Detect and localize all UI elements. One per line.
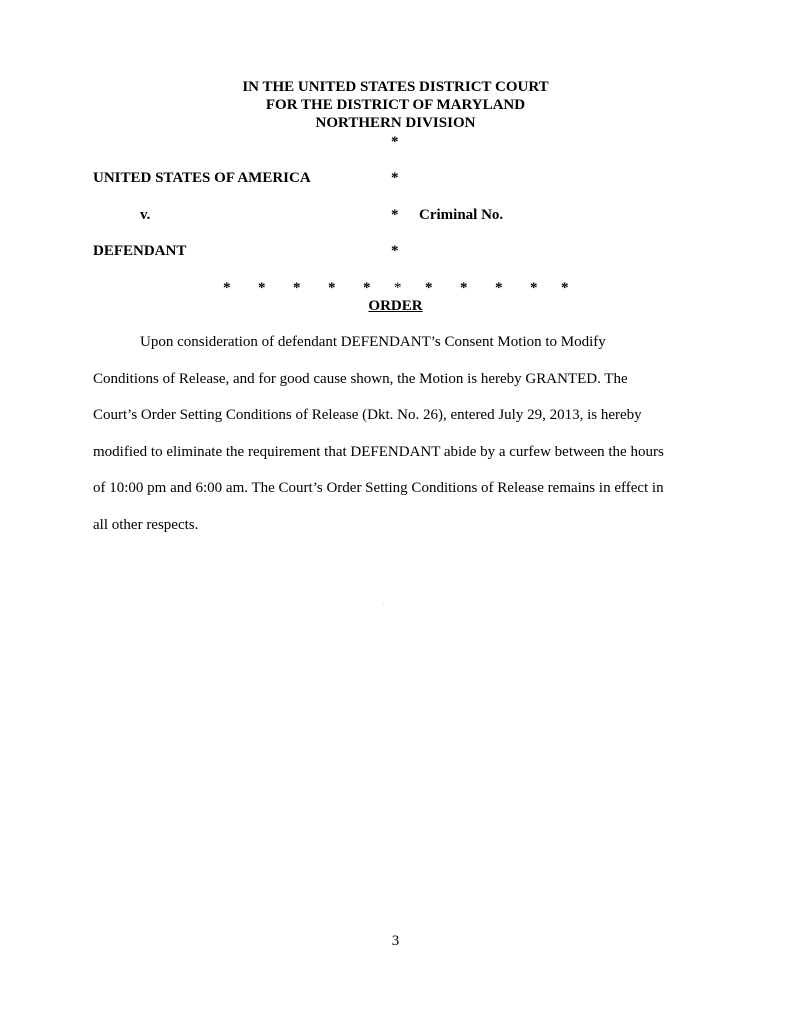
divider-star: * — [561, 280, 569, 296]
order-text-line: modified to eliminate the requirement that DEFENDANT abide by a curfew between the hours — [93, 443, 664, 460]
order-title: ORDER — [368, 298, 423, 314]
defendant-name: DEFENDANT — [93, 243, 187, 259]
caption-star: * — [391, 134, 399, 150]
divider-star: * — [394, 280, 402, 296]
order-text-line: Conditions of Release, and for good cause shown, the Motion is hereby GRANTED. The — [93, 370, 628, 387]
divider-star: * — [460, 280, 468, 296]
court-name: IN THE UNITED STATES DISTRICT COURT — [242, 79, 549, 95]
divider-star: * — [328, 280, 336, 296]
order-body — [93, 333, 693, 553]
caption-row-defendant — [0, 242, 791, 260]
divider-star: * — [258, 280, 266, 296]
order-text-line: Upon consideration of defendant DEFENDANT’s Consent Motion to Modify — [140, 334, 606, 350]
caption-row-plaintiff — [0, 169, 791, 187]
court-header — [0, 78, 791, 132]
star-divider — [0, 279, 791, 297]
caption-star: * — [391, 207, 399, 223]
caption-star: * — [391, 243, 399, 259]
page-number: 3 — [391, 933, 400, 949]
division-name: NORTHERN DIVISION — [315, 115, 476, 131]
order-text-line: all other respects. — [93, 516, 199, 533]
plaintiff-name: UNITED STATES OF AMERICA — [93, 170, 311, 186]
divider-star: * — [530, 280, 538, 296]
case-number-label: Criminal No. — [419, 207, 504, 223]
versus-label: v. — [140, 207, 151, 223]
divider-star: * — [223, 280, 231, 296]
divider-star: * — [495, 280, 503, 296]
divider-star: * — [293, 280, 301, 296]
caption-row-top — [0, 133, 791, 151]
order-text-line: of 10:00 pm and 6:00 am. The Court’s Order Setting Conditions of Release remains in effect in — [93, 480, 664, 497]
divider-star: * — [363, 280, 371, 296]
caption-star: * — [391, 170, 399, 186]
district-name: FOR THE DISTRICT OF MARYLAND — [265, 97, 526, 113]
scan-speck — [383, 604, 384, 605]
caption-row-versus — [0, 206, 791, 224]
order-text-line: Court’s Order Setting Conditions of Release (Dkt. No. 26), entered July 29, 2013, is hereby — [93, 407, 642, 424]
divider-star: * — [425, 280, 433, 296]
